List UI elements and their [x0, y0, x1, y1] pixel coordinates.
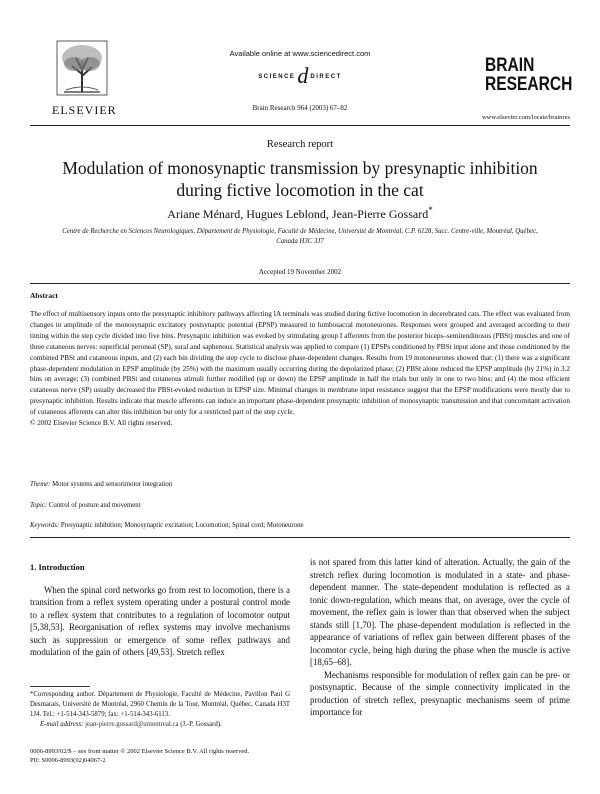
keywords-line [30, 522, 570, 529]
abstract-top-rule [30, 283, 570, 284]
topic-label: Topic: [30, 502, 48, 509]
theme-value: Motor systems and sensorimotor integration [52, 481, 173, 488]
email-label: E-mail address: [40, 721, 84, 728]
journal-logo-line2: RESEARCH [485, 74, 573, 95]
body-left-column [30, 561, 290, 659]
theme-line [30, 481, 570, 488]
intro-paragraph-1: When the spinal cord networks go from rest to locomotion, there is a transition from a reflex system operating under a postural control mode to a reflex system that contributes to a regulation of locomotor output [5,38,53]. Reorganisation of reflex systems may involve mechanisms such as suppression or emergence of some reflex pathways and modulation of the gain of others [49,53]. Stretch reflex [30, 584, 290, 657]
journal-logo-line1: BRAIN [485, 55, 535, 76]
journal-citation: Brain Research 964 (2003) 67–82 [252, 104, 348, 112]
abstract-copyright: © 2002 Elsevier Science B.V. All rights reserved. [30, 419, 173, 428]
journal-url[interactable]: www.elsevier.com/locate/brainres [481, 114, 570, 121]
section-heading-introduction: 1. Introduction [30, 562, 85, 572]
keywords-value: Presynaptic inhibition; Monosynaptic excitation; Locomotion; Spinal cord; Motoneurone [60, 522, 304, 529]
authors-text: Ariane Ménard, Hugues Leblond, Jean-Pierre Gossard [167, 207, 429, 221]
pii-line: PII: S0006-8993(02)04067-2 [30, 757, 106, 764]
email-owner: (J.-P. Gossard). [180, 721, 222, 728]
footnote-email-line [30, 720, 290, 730]
journal-logo [485, 56, 572, 94]
body-right-column [310, 556, 570, 719]
header-rule [30, 125, 570, 126]
sciencedirect-at: d [297, 63, 309, 88]
abstract-text: The effect of multisensory inputs onto the presynaptic inhibitory pathways affecting IA terminals was studied during fictive locomotion in decerebrated cats. The effect was evaluated from changes in amplitude of the monosynaptic excitatory postsynaptic potential (EPSP) measured in lumbosacral motoneurones. Responses were grouped and averaged according to their timing within the step cycle divided into five bins. Presynaptic inhibition was evoked by stimulating group I afferents from the posterior biceps–semitendinosus (PBSt) muscles and one of three cutaneous nerves: superficial peroneal (SP), sural and saphenous. Statistical analysis was applied to compare (1) EPSPs conditioned by PBSt input alone and those conditioned by the combined PBSt and cutaneous inputs, and (2) each bin dividing the step cycle to disclose phase-dependent changes. Results from 19 motoneurones showed that: (1) there was a significant phase-dependent modulation in EPSP amplitude (by 25%) with the maximum usually occurring during the depolarized phase; (2) PBSt alone reduced the EPSP amplitude (by 21%) in 3.2 bins on average; (3) combined PBSt and cutaneous stimuli further modified (up or down) the EPSP amplitude in half the trials but only in one to two bins; and (4) the most efficient cutaneous nerve (SP) usually decreased the PBSt-evoked reduction in EPSP size. Minimal changes in membrane input resistance suggest that the EPSP modifications were mostly due to presynaptic inhibition. Results indicate that muscle afferents can induce an important phase-dependent presynaptic inhibition of monosynaptic transmission and that concomitant activation of cutaneous afferents can alter this inhibition but only for a restricted part of the step cycle. [30, 310, 570, 417]
intro-paragraph-1-continued: is not spared from this latter kind of alteration. Actually, the gain of the stretch reflex during locomotion is modulated in a state- and phase-dependent manner. The state-dependent modulation is reflected as a tonic down-regulation, which means that, on average, over the cycle of movement, the reflex gain is lower than that observed when the subject stands still [1,70]. The phase-dependent modulation is reflected in the appearance of variations of reflex gain between different phases of the locomotor cycle, being high during the phase when the muscle is active [18,65–68]. [310, 557, 570, 667]
publisher-name: ELSEVIER [52, 103, 117, 117]
sciencedirect-left: SCIENCE [258, 74, 296, 80]
abstract-heading: Abstract [30, 291, 58, 300]
email-link[interactable]: jean-pierre.gossard@umontreal.ca [85, 721, 179, 728]
author-list [0, 205, 600, 222]
sciencedirect-right: DIRECT [310, 74, 342, 80]
corresponding-author-footnote [30, 690, 290, 730]
topic-value: Control of posture and movement [48, 502, 141, 509]
bottom-identifiers [30, 747, 249, 765]
theme-label: Theme: [30, 481, 51, 488]
article-title: Modulation of monosynaptic transmission by presynaptic inhibition during fictive locomotion in the cat [62, 158, 538, 200]
article-type: Research report [266, 139, 334, 150]
footnote-rule [30, 686, 90, 687]
available-online-line: Available online at www.sciencedirect.com [229, 49, 371, 58]
corresponding-author-mark[interactable]: * [428, 205, 433, 215]
abstract-bottom-rule [30, 537, 570, 538]
abstract-body [30, 309, 570, 429]
keywords-label: Keywords: [30, 522, 60, 529]
accepted-date: Accepted 19 November 2002 [258, 268, 342, 276]
author-affiliation: Centre de Recherche en Sciences Neurologiques, Département de Physiologie, Faculté de Médecine, Université de Montréal, C.P. 6128, Succ. Centre-ville, Montréal, Québec, Canada H3C 3J7 [62, 228, 538, 245]
intro-paragraph-2: Mechanisms responsible for modulation of reflex gain can be pre- or postsynaptic. Because of the simple connectivity implicated in the production of stretch reflex, presynaptic mechanisms seem of prime importance for [310, 669, 570, 717]
footnote-text: *Corresponding author. Département de Physiologie, Faculté de Médecine, Pavillon Paul G Desmarais, Université de Montréal, 2960 Chemin de la Tour, Montréal, Québec, Canada H3T 1J4. Tel.: +1-514-343-5879; fax: +1-514-343-6113. [30, 691, 290, 718]
topic-line [30, 502, 570, 509]
issn-line: 0006-8993/02/$ – see front matter © 2002 Elsevier Science B.V. All rights reserved. [30, 748, 250, 755]
